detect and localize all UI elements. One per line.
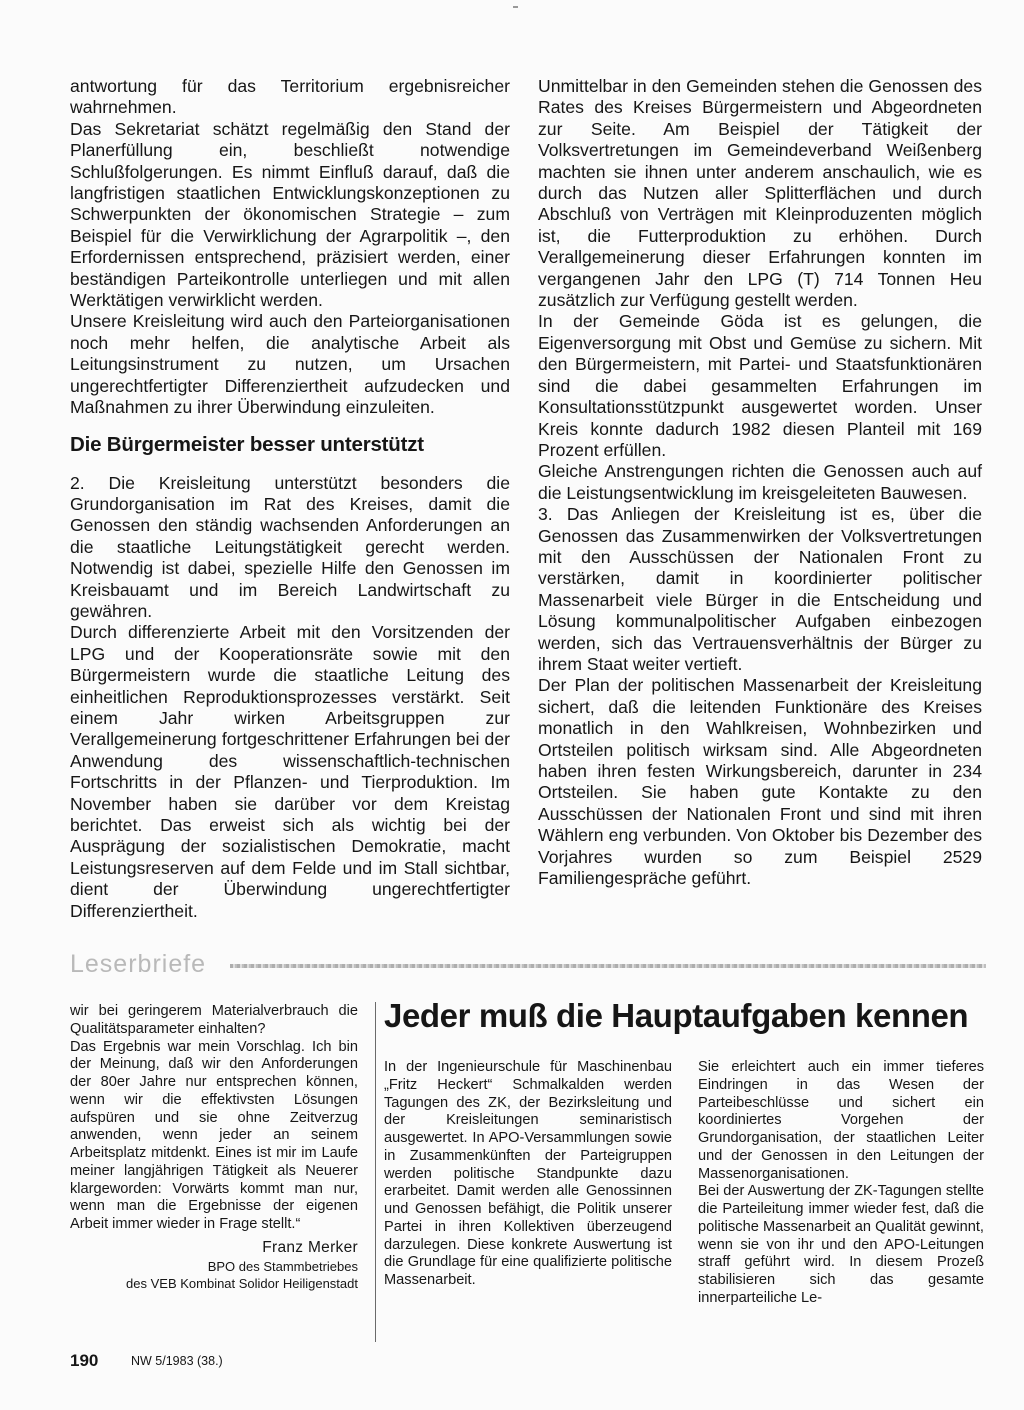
paragraph: 2. Die Kreisleitung unterstützt besonders die Grundorganisation im Rat des Kreises, damit die Genossen den ständig wachsenden Anforderungen an die staatliche Leitungstätigkeit gerecht werden. Notwendig ist dabei, spezielle Hilfe den Genossen im Kreisbauamt und im Bereich Landwirtschaft zu gewähren. xyxy=(70,472,510,621)
scan-mark xyxy=(513,6,518,8)
paragraph: antwortung für das Territorium ergebnisreicher wahrnehmen. xyxy=(70,76,510,118)
paragraph: Unmittelbar in den Gemeinden stehen die Genossen des Rates des Kreises Bürgermeistern und Abgeordneten zur Seite. Am Beispiel der Tätigkeit der Volksvertretungen im Gemeindeverband Weißenberg machten sie ihnen unter anderem anschaulich, wie es durch das Nutzen aller Splitterflächen und durch Abschluß von Verträgen mit Kleinproduzenten möglich ist, die Futterproduktion zu erhöhen. Durch Verallgemeinerung dieser Erfahrungen konnten im vergangenen Jahr den LPG (T) 714 Tonnen Heu zusätzlich zur Verfügung gestellt werden. xyxy=(538,76,982,311)
article-headline: Jeder muß die Hauptaufgaben kennen xyxy=(384,997,969,1034)
page-number: 190 xyxy=(70,1351,99,1370)
section-label: Leserbriefe xyxy=(70,950,207,978)
signature-block xyxy=(70,1238,358,1293)
paragraph: Sie erleichtert auch ein immer tieferes Eindringen in das Wesen der Parteibeschlüsse und sichert ein koordiniertes Vorgehen der Grundorganisation, der staatlichen Leiter und der Genossen in den Leitungen der Massenorganisationen. xyxy=(698,1059,984,1182)
column-divider xyxy=(375,1002,376,1342)
paragraph: wir bei geringerem Materialverbrauch die Qualitätsparameter einhalten? xyxy=(70,1003,358,1037)
paragraph: Bei der Auswertung der ZK-Tagungen stellte die Parteileitung immer wieder fest, daß die politische Massenarbeit an Qualität gewinnt, wenn sie von ihr und den APO-Leitungen straff geführt wird. In diesem Prozeß stabilisieren sich das gesamte innerparteiliche Le- xyxy=(698,1183,984,1306)
paragraph: Unsere Kreisleitung wird auch den Parteiorganisationen noch mehr helfen, die analytische Arbeit als Leitungsinstrument zu nutzen, um Ursachen ungerechtfertigter Differenziertheit aufzudecken und Maßnahmen zu ihrer Überwindung einzuleiten. xyxy=(70,311,510,418)
upper-right-column xyxy=(538,76,982,889)
letter-author: Franz Merker xyxy=(262,1238,358,1256)
section-bar xyxy=(70,950,986,980)
author-role: des VEB Kombinat Solidor Heiligenstadt xyxy=(126,1276,358,1292)
article-column-1 xyxy=(384,1059,672,1290)
paragraph: In der Gemeinde Göda ist es gelungen, die Eigenversorgung mit Obst und Gemüse zu sichern. Mit den Bürgermeistern, mit Partei- und Staatsfunktionären sind die dabei gesammelten Erfahrungen im Konsultationsstützpunkt ausgewertet worden. Unser Kreis konnte dadurch 1982 diesen Planteil mit 169 Prozent erfüllen. xyxy=(538,311,982,460)
subheading: Die Bürgermeister besser unterstützt xyxy=(70,432,424,456)
paragraph: Der Plan der politischen Massenarbeit der Kreisleitung sichert, daß die leitenden Funktionäre des Kreises monatlich in den Wahlkreisen, Wohnbezirken und Ortsteilen politisch wirksam sind. Alle Abgeordneten haben ihren festen Wirkungsbereich, darunter in 234 Ortsteilen. Sie haben gute Kontakte zu den Ausschüssen der Nationalen Front und sind mit ihren Wählern eng verbunden. Von Oktober bis Dezember des Vorjahres wurden so zum Beispiel 2529 Familiengespräche geführt. xyxy=(538,675,982,889)
paragraph: Durch differenzierte Arbeit mit den Vorsitzenden der LPG und der Kooperationsräte sowie mit den Bürgermeistern wurde die staatliche Leitung des einheitlichen Reproduktionsprozesses verstärkt. Seit einem Jahr wirken Arbeitsgruppen zur Verallgemeinerung fortgeschrittener Erfahrungen bei der Anwendung des wissenschaftlich-technischen Fortschritts in der Pflanzen- und Tierproduktion. Im November haben sie darüber vor dem Kreistag berichtet. Das erweist sich als wichtig bei der Ausprägung der sozialistischen Demokratie, macht Leistungsreserven auf dem Felde und im Stall sichtbar, dient der Überwindung ungerechtfertigter Differenziertheit. xyxy=(70,622,510,921)
paragraph: Das Ergebnis war mein Vorschlag. Ich bin der Meinung, daß wir den Anforderungen der 80er Jahre nur entsprechen können, wenn wir die effektivsten Lösungen aufspüren und sie ohne Zeitverzug anwenden, wenn jeder an seinem Arbeitsplatz mitdenkt. Eines ist mir im Laufe meiner langjährigen Tätigkeit als Neuerer klargeworden: Vorwärts kommt man nur, wenn man die Ergebnisse der eigenen Arbeit immer wieder in Frage stellt.“ xyxy=(70,1038,358,1232)
letter-column xyxy=(70,1003,358,1293)
paragraph: In der Ingenieurschule für Maschinenbau „Fritz Heckert“ Schmalkalden werden Tagungen des ZK, der Bezirksleitung und der Kreisleitungen seminaristisch ausgewertet. In APO-Versammlungen sowie in Zusammenkünften der Parteigruppen werden politische Standpunkte dazu erarbeitet. Damit werden alle Genossinnen und Genossen befähigt, die Politik unserer Partei in ihren Kollektiven überzeugend darzulegen. Diese konkrete Auswertung ist die Grundlage für eine qualifizierte politische Massenarbeit. xyxy=(384,1059,672,1288)
upper-left-column xyxy=(70,76,510,922)
author-role: BPO des Stammbetriebes xyxy=(207,1258,358,1274)
section-rule xyxy=(230,964,986,968)
paragraph: Das Sekretariat schätzt regelmäßig den Stand der Planerfüllung ein, beschließt notwendige Schlußfolgerungen. Es nimmt Einfluß darauf, daß die langfristigen staatlichen Entwicklungskonzeptionen zu Schwerpunkten der ökonomischen Strategie – zum Beispiel für die Verwirklichung der Agrarpolitik –, den Erfordernissen entsprechend, präzisiert werden, einer beständigen Parteikontrolle unterliegen und mit allen Werktätigen verwirklicht werden. xyxy=(70,118,510,311)
article-column-2 xyxy=(698,1059,984,1308)
paragraph: 3. Das Anliegen der Kreisleitung ist es, über die Genossen das Zusammenwirken der Volksvertretungen mit den Ausschüssen der Nationalen Front zu verstärken, damit in koordinierter politischer Massenarbeit viele Bürger in die Entscheidung und Lösung kommunalpolitischer Aufgaben einbezogen werden, sich das Vertrauensverhältnis der Bürger zu ihrem Staat weiter vertieft. xyxy=(538,504,982,674)
issue-info: NW 5/1983 (38.) xyxy=(131,1354,223,1368)
paragraph: Gleiche Anstrengungen richten die Genossen auch auf die Leistungsentwicklung im kreisgeleiteten Bauwesen. xyxy=(538,461,982,503)
